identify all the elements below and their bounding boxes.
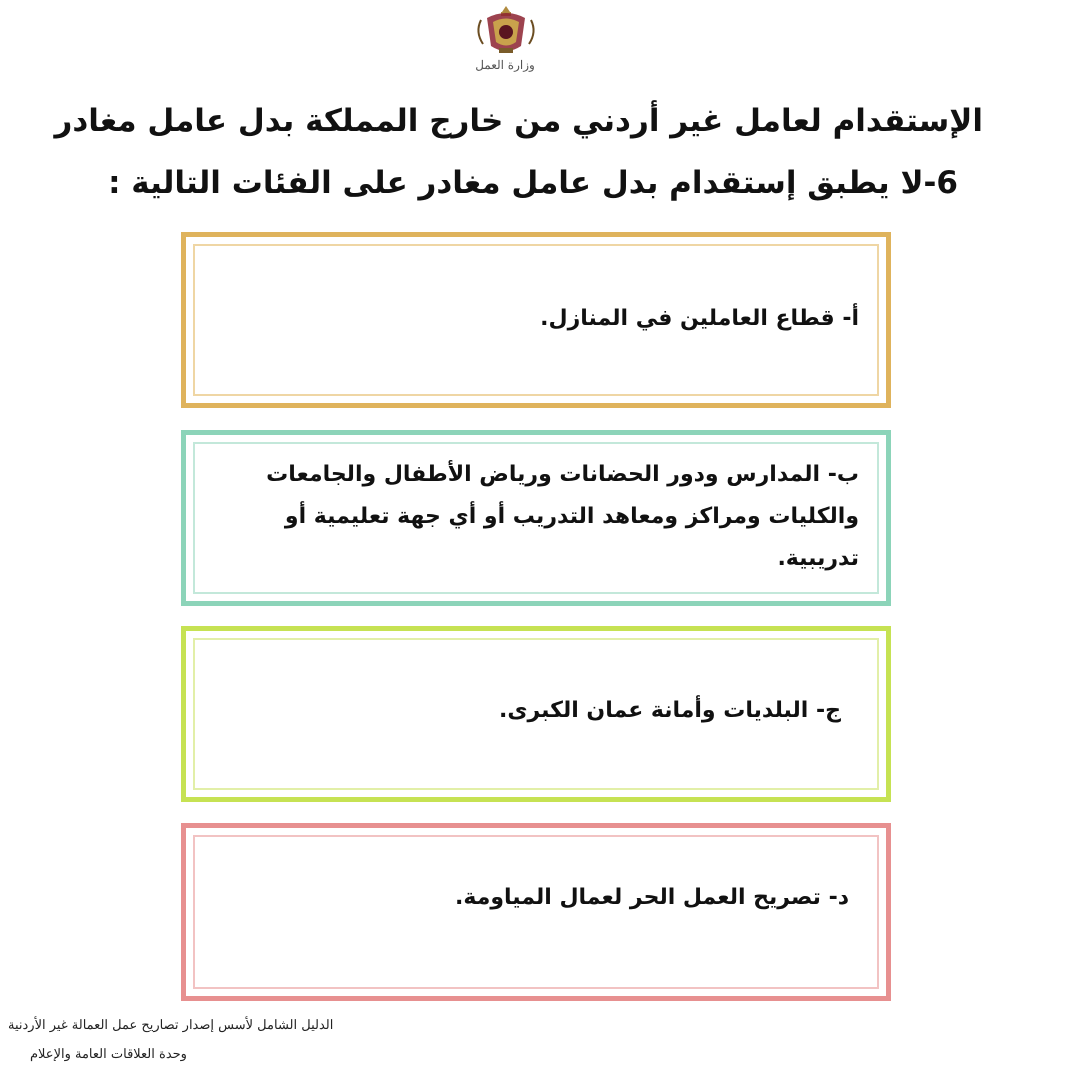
category-card-b bbox=[181, 430, 891, 606]
category-card-c bbox=[181, 626, 891, 802]
card-inner-frame bbox=[193, 638, 879, 790]
category-text: أ- قطاع العاملين في المنازل. bbox=[540, 306, 859, 331]
page-title: الإستقدام لعامل غير أردني من خارج المملكة بدل عامل مغادر bbox=[54, 103, 983, 139]
page-subtitle: 6-لا يطبق إستقدام بدل عامل مغادر على الفئات التالية : bbox=[108, 165, 958, 201]
category-card-d bbox=[181, 823, 891, 1001]
footer-unit-name: وحدة العلاقات العامة والإعلام bbox=[30, 1047, 187, 1062]
category-text: ج- البلديات وأمانة عمان الكبرى. bbox=[498, 698, 841, 723]
card-inner-frame bbox=[193, 442, 879, 594]
category-card-a bbox=[181, 232, 891, 408]
category-text: ب- المدارس ودور الحضانات ورياض الأطفال والجامعات والكليات ومراكز ومعاهد التدريب أو أي جهة تعليمية أو تدريبية. bbox=[266, 462, 859, 571]
coat-of-arms-icon bbox=[471, 2, 541, 58]
ministry-name: وزارة العمل bbox=[475, 58, 535, 72]
card-inner-frame bbox=[193, 835, 879, 989]
category-text: د- تصريح العمل الحر لعمال المياومة. bbox=[455, 885, 849, 910]
card-inner-frame bbox=[193, 244, 879, 396]
footer-guide-title: الدليل الشامل لأسس إصدار تصاريح عمل العمالة غير الأردنية bbox=[8, 1018, 334, 1033]
